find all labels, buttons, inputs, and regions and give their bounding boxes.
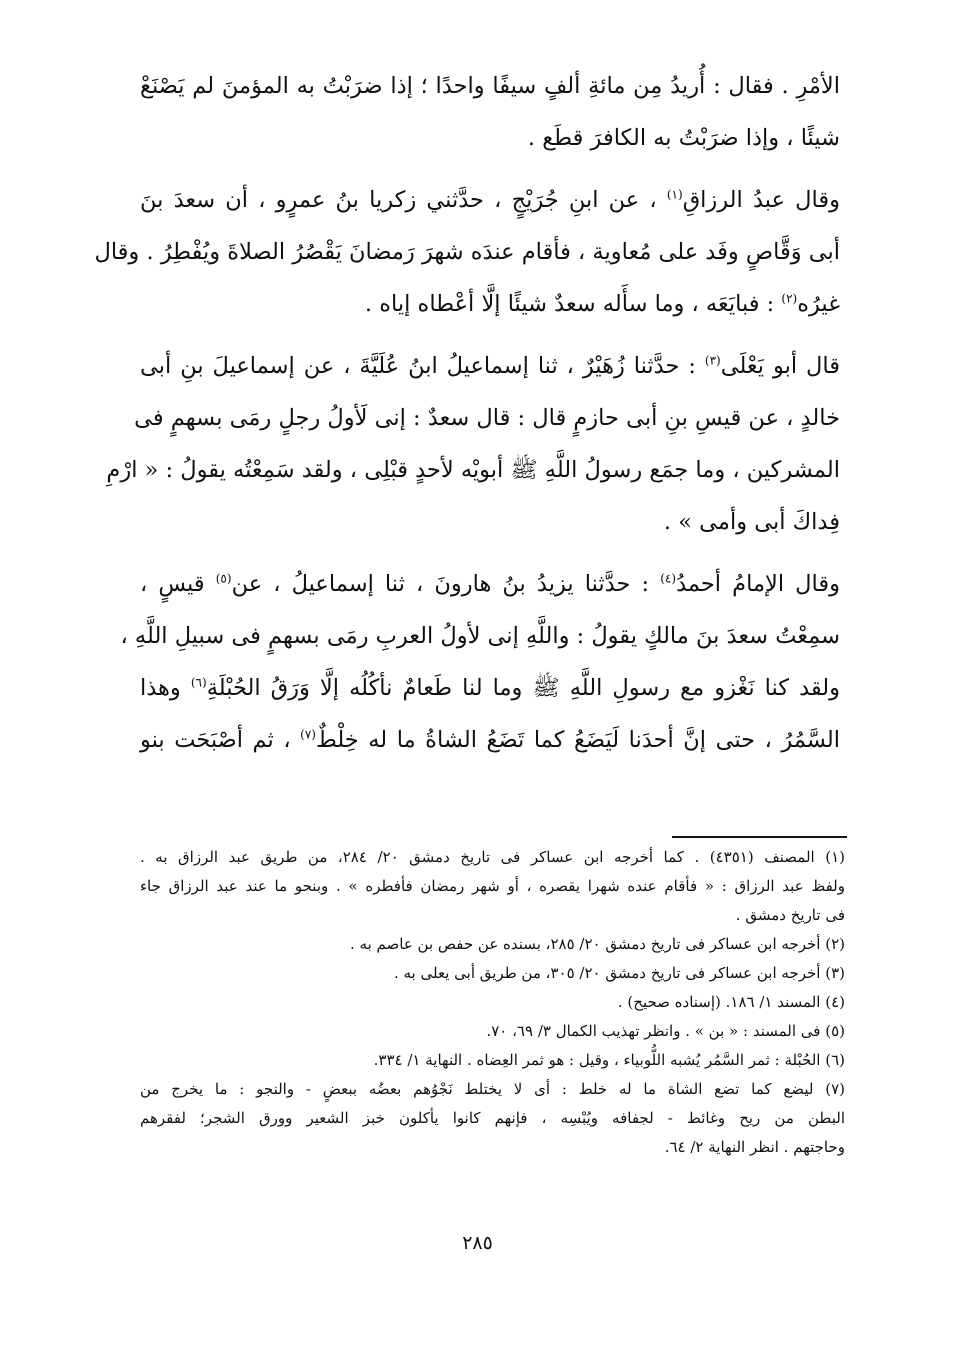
footnote-ref: (١) <box>666 187 683 202</box>
text-run: السَّمُرُ ، حتى إنَّ أحدَنا لَيَضَعُ كما تَضَعُ الشاةُ ما له خِلْطٌ <box>315 727 841 753</box>
footnote-line: (٥) فى المسند : « بن » . وانظر تهذيب الكمال ٣/ ٦٩، ٧٠. <box>486 1022 845 1040</box>
footnotes <box>140 843 845 1162</box>
footnote-ref: (٥) <box>215 571 232 586</box>
text-line <box>140 662 840 714</box>
text-run: خالدٍ ، عن قيسِ بنِ أبى حازمٍ قال : قال سعدٌ : إنى لَأولُ رجلٍ رمَى بسهمٍ فى <box>134 405 840 431</box>
footnote-line: ولفظ عبد الرزاق : « فأقام عنده شهرا يقصره ، أو شهر رمضان فأفطره » . وبنحو ما عند عبد الرزاق جاء <box>140 877 845 895</box>
text-run: غيرُه <box>797 291 840 317</box>
text-run: ، عن ابنِ جُرَيْجٍ ، حدَّثني زكريا بنُ عمرٍو ، أن سعدَ بنَ <box>140 187 657 213</box>
page-number: ٢٨٥ <box>462 1232 493 1254</box>
footnote-line: وحاجتهم . انظر النهاية ٢/ ٦٤. <box>664 1138 845 1156</box>
text-run: : فبايَعَه ، وما سأَله سعدٌ شيئًا إلَّا أعْطاه إياه . <box>364 291 775 317</box>
text-line <box>94 226 840 278</box>
footnote-ref: (٢) <box>781 291 798 306</box>
text-run: ، ثم أصْبَحَت بنو <box>140 727 291 753</box>
text-run: الأمْرِ . فقال : أُريدُ مِن مائةِ ألفٍ سيفًا واحدًا ؛ إذا ضرَبْتُ به المؤمنَ لم يَصْنَعْ <box>140 73 840 99</box>
text-run: فِداكَ أبى وأمى » . <box>663 509 840 535</box>
text-run: شيئًا ، وإذا ضرَبْتُ به الكافرَ قطَع . <box>527 125 840 151</box>
footnote-divider <box>672 836 847 838</box>
footnote-ref: (٣) <box>704 353 721 368</box>
text-line <box>140 112 840 164</box>
footnote-line: (٦) الحُبْلة : ثمر السَّمُر يُشبه اللُّوبياء ، وقيل : هو ثمر العِضاه . النهاية ١/ ٣٣٤. <box>373 1051 845 1069</box>
text-line <box>140 174 840 226</box>
footnote-line: (٧) ليضع كما تضع الشاة ما له خلط : أى لا يختلط نَجْوُهم بعضُه ببعضٍ - والنجو : ما يخرج من <box>140 1080 845 1098</box>
text-line <box>140 60 840 112</box>
text-run: وقال الإمامُ أحمدُ <box>676 571 841 597</box>
footnote-ref: (٦) <box>190 675 207 690</box>
text-line <box>140 714 840 766</box>
text-run: قيسٍ ، <box>140 571 205 597</box>
text-line <box>140 496 840 548</box>
footnote-line: (٣) أخرجه ابن عساكر فى تاريخ دمشق ٢٠/ ٣٠٥، من طريق أبى يعلى به . <box>393 964 845 982</box>
footnote-line: (١) المصنف (٤٣٥١) . كما أخرجه ابن عساكر فى تاريخ دمشق ٢٠/ ٢٨٤، من طريق عبد الرزاق به . <box>140 848 846 866</box>
text-run: أبى وَقَّاصٍ وفَد على مُعاوية ، فأقام عندَه شهرَ رَمضانَ يَقْصُرُ الصلاةَ ويُفْطِرُ . وقال <box>94 239 840 265</box>
footnote-line: (٤) المسند ١/ ١٨٦. (إسناده صحيح) . <box>617 993 845 1011</box>
text-line <box>134 392 840 444</box>
text-line <box>120 610 840 662</box>
text-line <box>140 278 840 330</box>
footnote-line: فى تاريخ دمشق . <box>735 906 845 924</box>
text-run: المشركين ، وما جمَع رسولُ اللَّهِ ﷺ أبويْه لأحدٍ قبْلِى ، ولقد سَمِعْتُه يقولُ : « ارْمِ <box>106 457 840 483</box>
text-run: ولقد كنا نَغْزو مع رسولِ اللَّهِ ﷺ وما لنا طَعامٌ نأكُلُه إلَّا وَرَقُ الحُبْلَةِ <box>206 675 840 701</box>
footnote-line: (٢) أخرجه ابن عساكر فى تاريخ دمشق ٢٠/ ٢٨٥، بسنده عن حفص بن عاصم به . <box>350 935 845 953</box>
text-line <box>140 340 840 392</box>
text-run: سمِعْتُ سعدَ بنَ مالكٍ يقولُ : واللَّهِ إنى لأولُ العربِ رمَى بسهمٍ فى سبيلِ اللَّهِ ، <box>120 623 840 649</box>
text-run: : حدَّثنا يزيدُ بنُ هارونَ ، ثنا إسماعيلُ ، عن <box>231 571 650 597</box>
footnote-line: البطن من ريح وغائط - لجفافه ويُبْسِه ، فإنهم كانوا يأكلون خبز الشعير وورق الشجر؛ لفقرهم <box>140 1109 845 1127</box>
text-line <box>106 444 840 496</box>
text-run: قال أبو يَعْلَى <box>720 353 841 379</box>
text-run: : حدَّثنا زُهَيْرٌ ، ثنا إسماعيلُ ابنُ عُلَيَّةَ ، عن إسماعيلَ بنِ أبى <box>140 353 696 379</box>
main-text <box>94 60 841 766</box>
footnote-ref: (٧) <box>300 727 316 742</box>
footnote-ref: (٤) <box>660 571 677 586</box>
text-run: وقال عبدُ الرزاقِ <box>682 187 840 213</box>
text-run: وهذا <box>140 675 181 701</box>
text-line <box>140 558 840 610</box>
